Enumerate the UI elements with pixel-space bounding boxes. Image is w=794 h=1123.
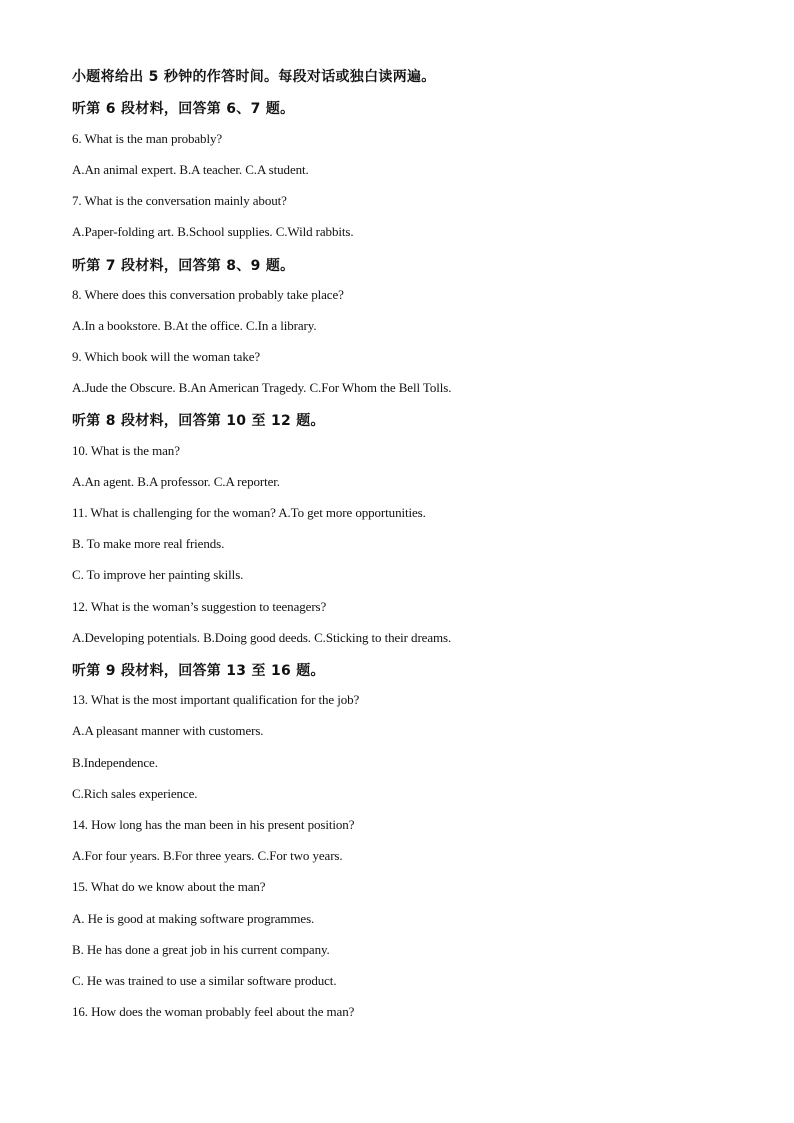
section-heading-7: 听第 7 段材料，回答第 8、9 题。 — [72, 258, 295, 274]
options-6: A.An animal expert. B.A teacher. C.A student. — [72, 162, 309, 177]
option-11-b: B. To make more real friends. — [72, 536, 225, 551]
question-10: 10. What is the man? — [72, 443, 180, 458]
question-14: 14. How long has the man been in his present position? — [72, 817, 355, 832]
section-heading-6: 听第 6 段材料，回答第 6、7 题。 — [72, 101, 295, 117]
options-14: A.For four years. B.For three years. C.For two years. — [72, 848, 343, 863]
question-11: 11. What is challenging for the woman? A.To get more opportunities. — [72, 505, 426, 520]
section-heading-9: 听第 9 段材料，回答第 13 至 16 题。 — [72, 663, 325, 679]
option-15-a: A. He is good at making software programmes. — [72, 911, 315, 926]
option-13-a: A.A pleasant manner with customers. — [72, 723, 264, 738]
options-8: A.In a bookstore. B.At the office. C.In a library. — [72, 318, 317, 333]
options-7: A.Paper-folding art. B.School supplies. C.Wild rabbits. — [72, 224, 354, 239]
question-16: 16. How does the woman probably feel about the man? — [72, 1004, 355, 1019]
option-13-c: C.Rich sales experience. — [72, 786, 198, 801]
question-8: 8. Where does this conversation probably take place? — [72, 287, 344, 302]
options-12: A.Developing potentials. B.Doing good deeds. C.Sticking to their dreams. — [72, 630, 452, 645]
option-13-b: B.Independence. — [72, 755, 158, 770]
question-6: 6. What is the man probably? — [72, 131, 223, 146]
question-12: 12. What is the woman’s suggestion to teenagers? — [72, 599, 327, 614]
instruction-text: 小题将给出 5 秒钟的作答时间。每段对话或独白读两遍。 — [72, 69, 436, 85]
option-11-c: C. To improve her painting skills. — [72, 567, 244, 582]
question-9: 9. Which book will the woman take? — [72, 349, 261, 364]
section-heading-8: 听第 8 段材料，回答第 10 至 12 题。 — [72, 413, 325, 429]
options-9: A.Jude the Obscure. B.An American Tragedy. C.For Whom the Bell Tolls. — [72, 380, 452, 395]
options-10: A.An agent. B.A professor. C.A reporter. — [72, 474, 280, 489]
option-15-c: C. He was trained to use a similar software product. — [72, 973, 337, 988]
option-15-b: B. He has done a great job in his current company. — [72, 942, 330, 957]
question-15: 15. What do we know about the man? — [72, 879, 266, 894]
question-13: 13. What is the most important qualification for the job? — [72, 692, 360, 707]
question-7: 7. What is the conversation mainly about? — [72, 193, 287, 208]
